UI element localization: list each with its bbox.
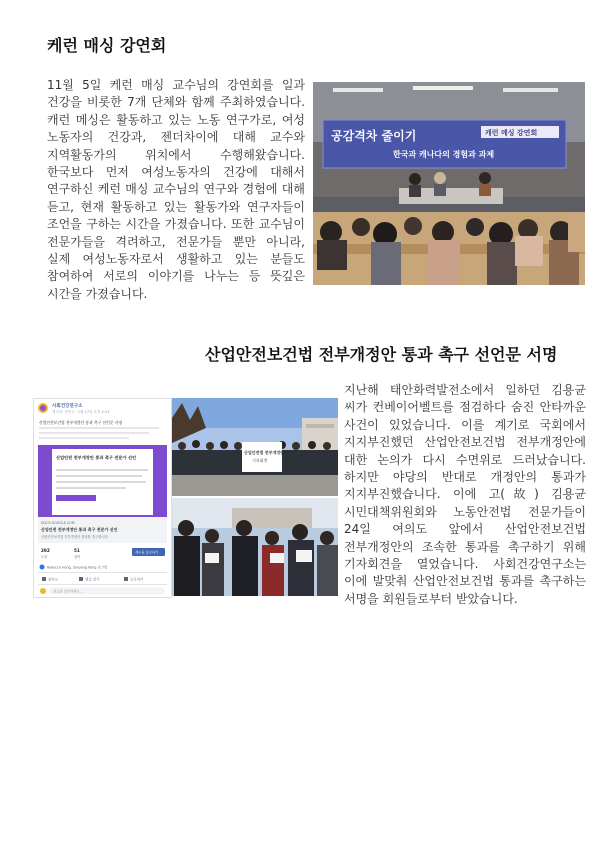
section1-body: 11월 5일 케런 매싱 교수님의 강연회를 일과 건강을 비롯한 7개 단체와 함께 주최하였습니다. 캐런 메싱은 활동하고 있는 노동 연구가로, 여성 노동자의 건강과, 젠더차이에 대해 교수와 지역활동가의 위치에서 수행해왔습니다. 한국보다 먼저 여성노동자의 건강에 대해서 연구하신 케런 매싱 교수님의 연구와 경험에 대해 듣고, 현재 활동하고 있는 활동가와 연구자들이 조언을 구하는 시간을 가졌습니다. 또한 교수님이 전문가들을 격려하고, 전문가들 뿐만 아니라, 실제 여성노동자로서 생활하고 있는 분들도 참여하여 서로의 이야기를 나누는 등 뜻깊은 시간을 가졌습니다. [47, 78, 305, 301]
like-button[interactable]: 좋아요 [48, 577, 59, 582]
lecture-photo [313, 82, 585, 285]
rally-photo-top [172, 398, 338, 496]
rally-banner-subtext: 기자회견 [252, 458, 268, 463]
comment-icon [79, 577, 83, 581]
comment-button[interactable]: 댓글 달기 [85, 577, 100, 582]
banner-tag: 캐런 메싱 강연회 [485, 129, 538, 137]
post-text: 산업안전보건법 전부개정안 통과 촉구 선언문 서명 [39, 420, 123, 425]
post-meta: 게시자: 정민주 · 1월 17일 오후 4:13 [52, 410, 110, 414]
link-domain: DOCS.GOOGLE.COM [41, 521, 75, 525]
facebook-post-screenshot [33, 398, 172, 598]
commenter-avatar [40, 588, 46, 594]
stat-engagement-label: 참여 [74, 555, 81, 559]
banner-line1: 공감격차 줄이기 [331, 129, 417, 143]
reaction-names[interactable]: Rebecca Hong, Sonyong Kang 외 7명 [47, 565, 108, 570]
share-icon [124, 577, 128, 581]
rally-banner-text: 산업안전법 전부개정안 통과 [244, 450, 294, 455]
like-reaction-icon [40, 565, 45, 570]
stat-reach-number: 292 [41, 548, 50, 553]
page-avatar [38, 403, 48, 413]
comment-placeholder: 댓글을 입력하세요... [53, 589, 83, 594]
page-name[interactable]: 사회건강연구소 [52, 404, 83, 409]
banner-line2: 한국과 캐나다의 경험과 과제 [393, 150, 495, 159]
promote-post-label[interactable]: 게시물 홍보하기 [135, 550, 159, 555]
card-title: 산업안전 전부개정안 통과 촉구 전문가 선언 [56, 455, 137, 460]
section2-title: 산업안전보건법 전부개정안 통과 촉구 선언문 서명 [205, 345, 558, 364]
rally-photo-bottom [172, 498, 338, 596]
section2-body: 지난해 태안화력발전소에서 일하던 김용균 씨가 컨베이어벨트를 점검하다 숨진 안타까운 사건이 있었습니다. 이를 계기로 국회에서 지지부진했던 산업안전보건법 전부개정안에 대한 논의가 다시 수면위로 드러났습니다. 하지만 야당의 반대로 개정안의 통과가 지지부진했습니다. 이에 고(故) 김용균 시민대책위원회와 노동안전법 전문가들이 24일 여의도 앞에서 산업안전보건법 전부개정안의 조속한 통과를 촉구하기 위해 기자회견을 열었습니다. 사회건강연구소는 이에 발맞춰 산업안전보건법 통과를 촉구하는 서명을 회원들로부터 받았습니다. [344, 383, 586, 606]
section1-title: 케런 매싱 강연회 [47, 36, 167, 55]
stat-engagement-number: 51 [74, 548, 80, 553]
stat-reach-label: 도달 [41, 555, 48, 559]
link-title[interactable]: 산업안전 전부개정안 통과 촉구 전문가 선언 [41, 527, 118, 532]
like-icon [42, 577, 46, 581]
link-description: 산업안전보건법 전부개정안 통과를 촉구합니다 [41, 535, 108, 539]
share-button[interactable]: 공유하기 [130, 577, 144, 582]
